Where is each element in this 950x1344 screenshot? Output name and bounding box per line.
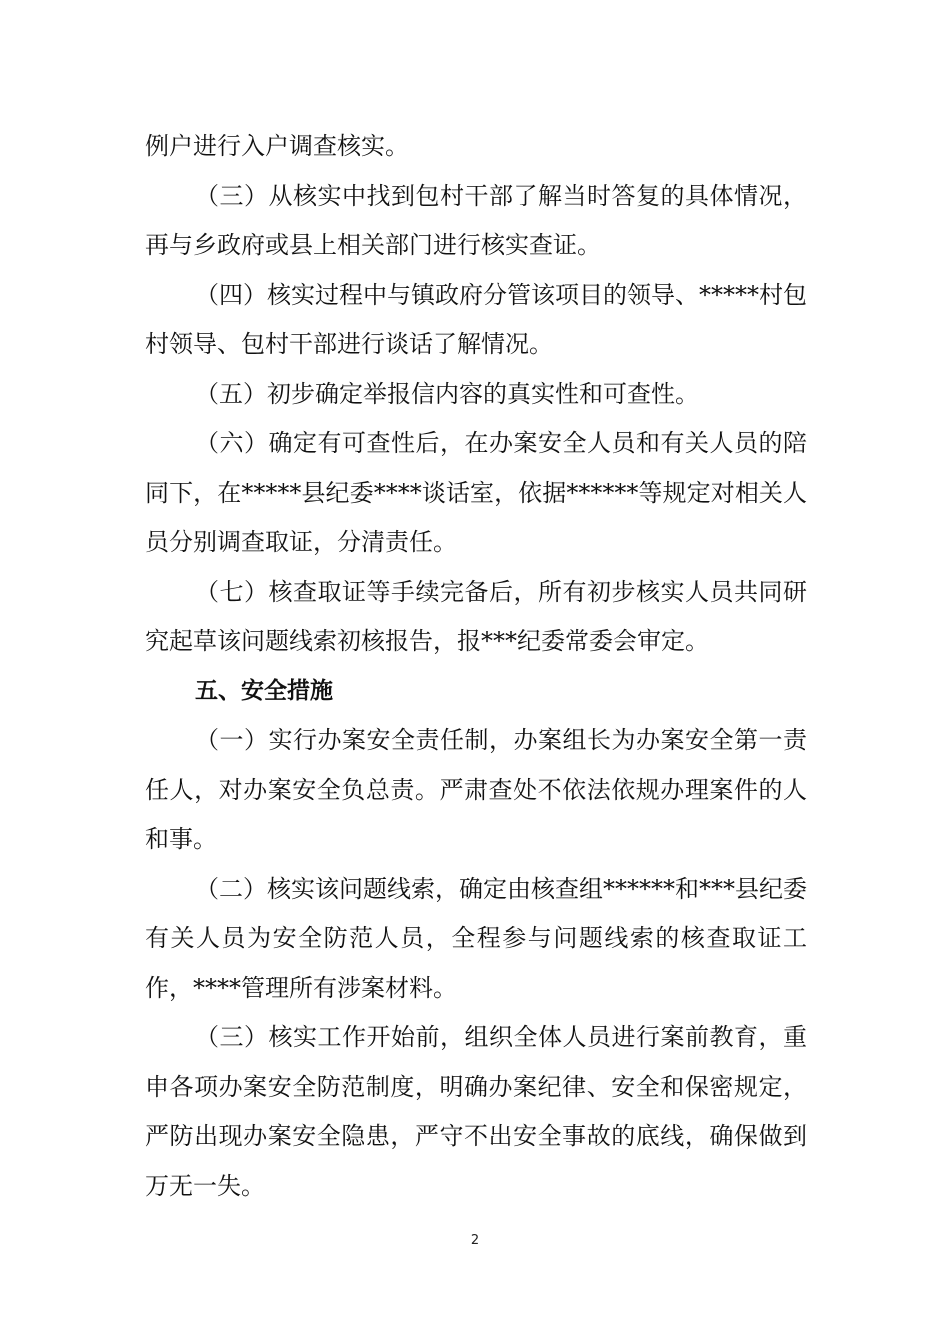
page-number: 2	[470, 1233, 480, 1248]
safety-paragraph-2: （二）核实该问题线索，确定由核查组******和***县纪委有关人员为安全防范人员，全程参与问题线索的核查取证工作，****管理所有涉案材料。	[145, 874, 807, 1002]
paragraph-item-3: （三）从核实中找到包村干部了解当时答复的具体情况，再与乡政府或县上相关部门进行核实查证。	[145, 181, 807, 259]
paragraph-item-6: （六）确定有可查性后，在办案安全人员和有关人员的陪同下，在*****县纪委****谈话室，依据******等规定对相关人员分别调查取证，分清责任。	[145, 429, 807, 556]
safety-paragraph-1: （一）实行办案安全责任制，办案组长为办案安全第一责任人，对办案安全负总责。严肃查处不依法依规办理案件的人和事。	[145, 726, 807, 853]
paragraph-item-5: （五）初步确定举报信内容的真实性和可查性。	[195, 379, 699, 408]
paragraph-item-7: （七）核查取证等手续完备后，所有初步核实人员共同研究起草该问题线索初核报告，报***纪委常委会审定。	[145, 577, 807, 655]
paragraph-item-4: （四）核实过程中与镇政府分管该项目的领导、*****村包村领导、包村干部进行谈话了解情况。	[145, 280, 807, 358]
paragraph-continued: 例户进行入户调查核实。	[145, 132, 409, 160]
document-body	[145, 122, 807, 1211]
section-heading-safety-measures: 五、安全措施	[195, 677, 333, 704]
safety-paragraph-3: （三）核实工作开始前，组织全体人员进行案前教育，重申各项办案安全防范制度，明确办案纪律、安全和保密规定，严防出现办案安全隐患，严守不出安全事故的底线，确保做到万无一失。	[145, 1023, 807, 1200]
